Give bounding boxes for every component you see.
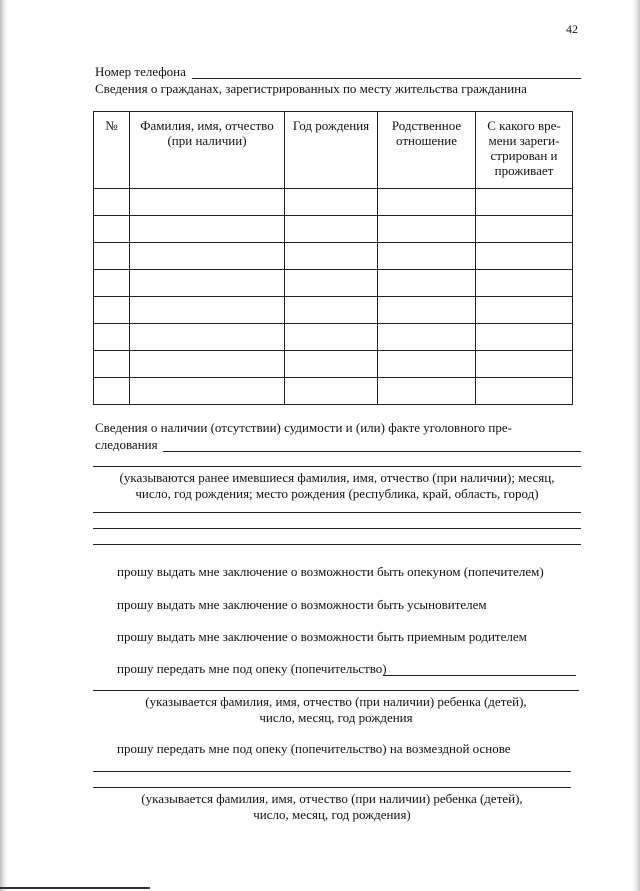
table-row: [94, 243, 573, 270]
table-cell[interactable]: [94, 270, 130, 297]
paid-custody-field-line-2[interactable]: [93, 787, 571, 788]
table-cell[interactable]: [285, 297, 378, 324]
table-cell[interactable]: [285, 351, 378, 378]
custody-field-line[interactable]: [383, 675, 576, 676]
request-foster: прошу выдать мне заключение о возможности быть приемным родителем: [117, 629, 527, 644]
criminal-record-text-cont: следования: [95, 437, 158, 452]
table-cell[interactable]: [285, 378, 378, 405]
table-cell[interactable]: [94, 189, 130, 216]
custody-hint: (указывается фамилия, имя, отчество (при наличии) ребенка (детей),: [145, 694, 527, 709]
table-cell[interactable]: [285, 324, 378, 351]
table-cell[interactable]: [130, 270, 285, 297]
criminal-field-line-4[interactable]: [93, 528, 581, 529]
table-cell[interactable]: [378, 324, 476, 351]
table-cell[interactable]: [476, 378, 573, 405]
criminal-field-line[interactable]: [163, 451, 581, 452]
table-cell[interactable]: [94, 297, 130, 324]
table-row: [94, 297, 573, 324]
table-row: [94, 189, 573, 216]
scan-edge-right: [632, 0, 640, 891]
table-cell[interactable]: [476, 243, 573, 270]
scan-edge-bottom: [0, 887, 150, 889]
table-row: [94, 351, 573, 378]
table-cell[interactable]: [130, 378, 285, 405]
request-guardian: прошу выдать мне заключение о возможности быть опекуном (попечителем): [117, 564, 544, 579]
table-cell[interactable]: [285, 243, 378, 270]
table-cell[interactable]: [476, 270, 573, 297]
table-cell[interactable]: [285, 270, 378, 297]
table-cell[interactable]: [130, 216, 285, 243]
col-number-header: №: [94, 112, 130, 189]
request-adopter: прошу выдать мне заключение о возможности быть усыновителем: [117, 597, 487, 612]
residents-heading: Сведения о гражданах, зарегистрированных по месту жительства гражданина: [95, 81, 527, 96]
table-row: [94, 270, 573, 297]
request-custody: прошу передать мне под опеку (попечительство): [117, 661, 387, 676]
scan-edge-left: [0, 0, 8, 891]
table-cell[interactable]: [130, 351, 285, 378]
request-paid-custody: прошу передать мне под опеку (попечительство) на возмездной основе: [117, 741, 511, 756]
table-cell[interactable]: [378, 297, 476, 324]
criminal-field-line-3[interactable]: [93, 512, 581, 513]
table-cell[interactable]: [94, 351, 130, 378]
table-cell[interactable]: [94, 378, 130, 405]
phone-field-line[interactable]: [192, 78, 581, 79]
paid-custody-field-line[interactable]: [93, 771, 571, 772]
table-cell[interactable]: [476, 324, 573, 351]
criminal-hint-cont: число, год рождения; место рождения (республика, край, область, город): [135, 486, 539, 501]
page-number: 42: [566, 22, 578, 36]
table-row: [94, 378, 573, 405]
criminal-field-line-2[interactable]: [93, 466, 581, 467]
custody-field-line-2[interactable]: [93, 690, 579, 691]
table-cell[interactable]: [285, 216, 378, 243]
table-cell[interactable]: [378, 270, 476, 297]
paid-custody-hint-cont: число, месяц, год рождения): [253, 807, 411, 822]
table-cell[interactable]: [130, 189, 285, 216]
criminal-hint: (указываются ранее имевшиеся фамилия, имя, отчество (при наличии); месяц,: [119, 470, 555, 485]
col-relation-header: Родственное отношение: [378, 112, 476, 189]
paid-custody-hint: (указывается фамилия, имя, отчество (при наличии) ребенка (детей),: [141, 791, 523, 806]
table-row: [94, 324, 573, 351]
table-cell[interactable]: [285, 189, 378, 216]
table-cell[interactable]: [94, 216, 130, 243]
table-cell[interactable]: [476, 189, 573, 216]
criminal-field-line-5[interactable]: [93, 544, 581, 545]
table-cell[interactable]: [378, 351, 476, 378]
table-cell[interactable]: [378, 243, 476, 270]
col-birth-year-header: Год рождения: [285, 112, 378, 189]
table-cell[interactable]: [476, 351, 573, 378]
table-cell[interactable]: [378, 216, 476, 243]
table-header-row: [94, 112, 573, 189]
table-row: [94, 216, 573, 243]
phone-label: Номер телефона: [95, 64, 186, 79]
residents-table: [93, 111, 573, 405]
table-cell[interactable]: [130, 297, 285, 324]
criminal-record-text: Сведения о наличии (отсутствии) судимости и (или) факте уголовного пре-: [95, 420, 512, 435]
custody-hint-cont: число, месяц, год рождения: [259, 710, 413, 725]
table-cell[interactable]: [94, 243, 130, 270]
col-fullname-header: Фамилия, имя, отчество (при наличии): [130, 112, 285, 189]
table-cell[interactable]: [130, 243, 285, 270]
table-cell[interactable]: [476, 216, 573, 243]
table-cell[interactable]: [94, 324, 130, 351]
table-cell[interactable]: [378, 189, 476, 216]
table-cell[interactable]: [476, 297, 573, 324]
table-cell[interactable]: [130, 324, 285, 351]
col-registered-since-header: С какого вре- мени зареги- стрирован и проживает: [476, 112, 573, 189]
table-cell[interactable]: [378, 378, 476, 405]
